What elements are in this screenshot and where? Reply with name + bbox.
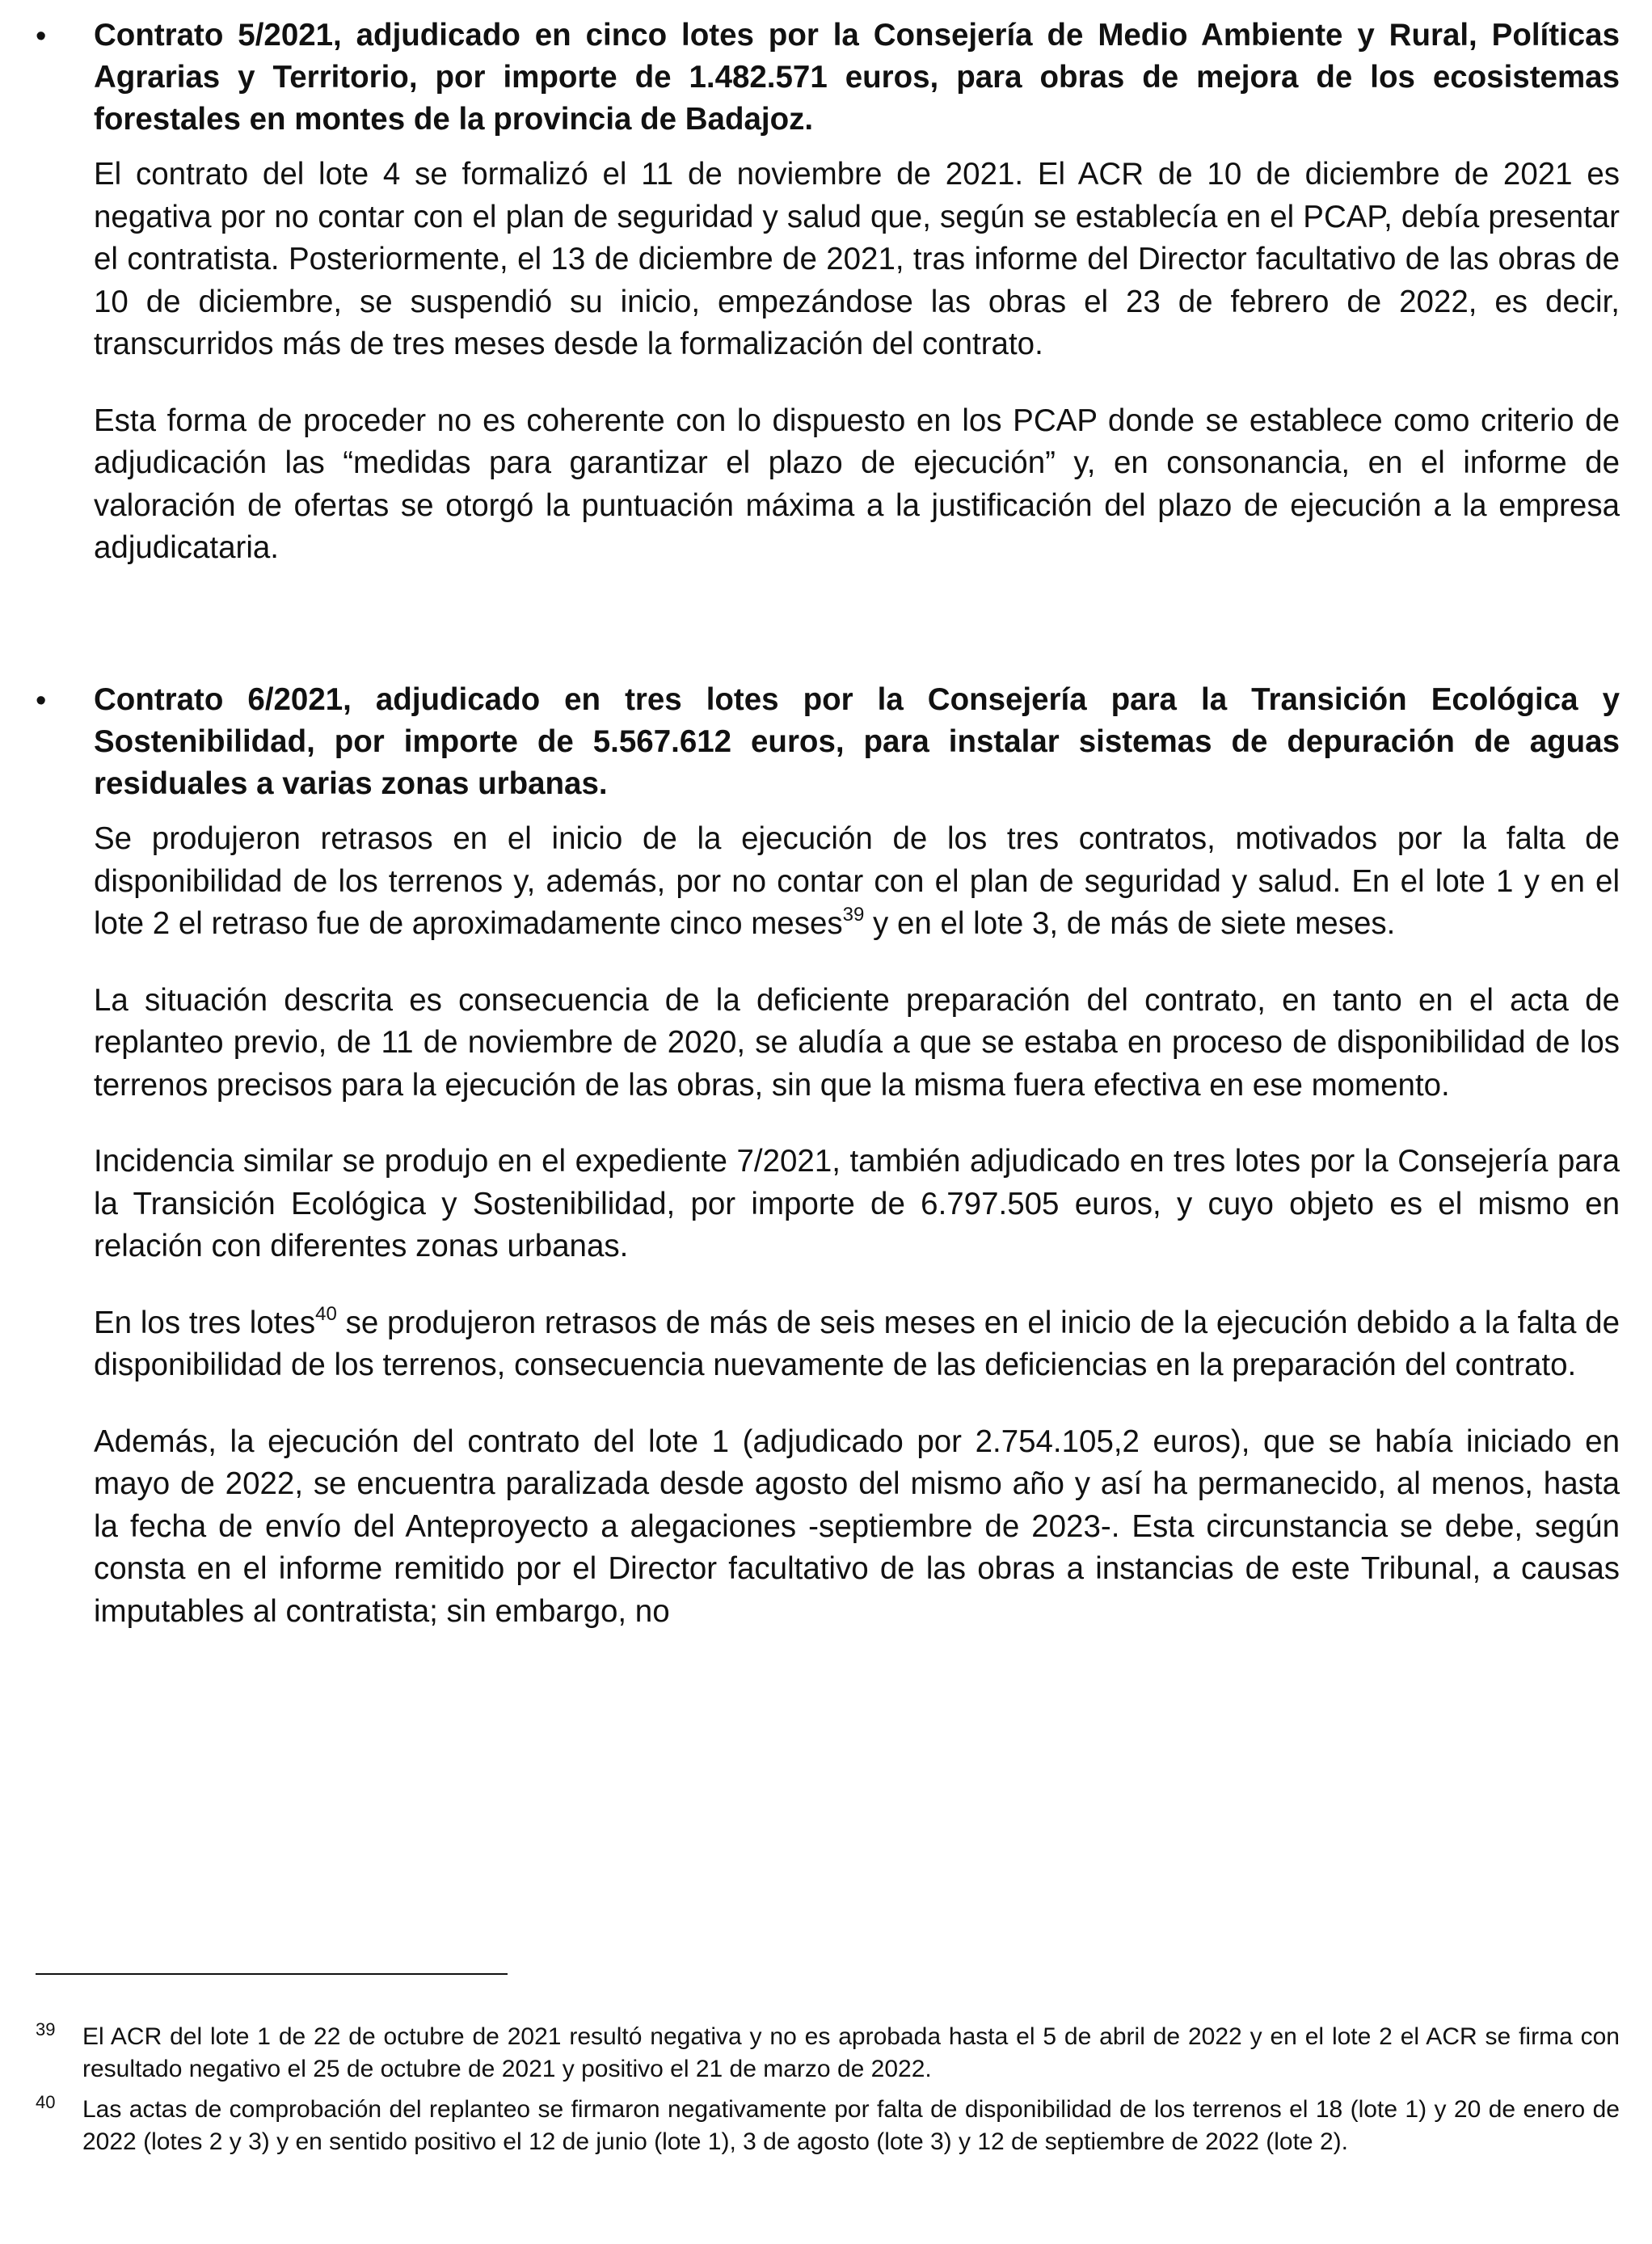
paragraph: Incidencia similar se produjo en el expediente 7/2021, también adjudicado en tres lotes por la Consejería para la Transición Ecológica y Sostenibilidad, por importe de 6.797.505 euros, y cuyo objeto es el mismo en relación con diferentes zonas urbanas. — [94, 1144, 1620, 1263]
footnote-ref-39[interactable]: 39 — [842, 904, 865, 926]
bullet-marker: • — [36, 684, 47, 718]
footnote-number: 40 — [36, 2092, 56, 2112]
footnote-separator — [36, 1973, 508, 1975]
paragraph-text: se produjeron retrasos de más de seis meses en el inicio de la ejecución debido a la falta de disponibilidad de los terrenos, consecuencia nuevamente de las deficiencias en la preparación del contrato. — [94, 1305, 1620, 1382]
bullet-item-body — [94, 15, 1620, 570]
paragraph-text: Se produjeron retrasos en el inicio de la ejecución de los tres contratos, motivados por la falta de disponibilidad de los terrenos y, además, por no contar con el plan de seguridad y salud. En el lote 1 y en el lote 2 el retraso fue de aproximadamente cinco meses — [94, 821, 1620, 941]
paragraph: La situación descrita es consecuencia de la deficiente preparación del contrato, en tanto en el acta de replanteo previo, de 11 de noviembre de 2020, se aludía a que se estaba en proceso de disponibilidad de los terrenos precisos para la ejecución de las obras, sin que la misma fuera efectiva en ese momento. — [94, 982, 1620, 1103]
paragraph — [94, 1302, 1620, 1387]
paragraph: El contrato del lote 4 se formalizó el 11 de noviembre de 2021. El ACR de 10 de diciembre de 2021 es negativa por no contar con el plan de seguridad y salud que, según se establecía en el PCAP, debía presentar el contratista. Posteriormente, el 13 de diciembre de 2021, tras informe del Director facultativo de las obras de 10 de diciembre, se suspendió su inicio, empezándose las obras el 23 de febrero de 2022, es decir, transcurridos más de tres meses desde la formalización del contrato. — [94, 157, 1620, 361]
footnote-number: 39 — [36, 2019, 56, 2039]
footnote-text: El ACR del lote 1 de 22 de octubre de 2021 resultó negativa y no es aprobada hasta el 5 de abril de 2022 y en el lote 2 el ACR se firma con resultado negativo el 25 de octubre de 2021 y positivo el 21 de marzo de 2022. — [82, 2023, 1620, 2082]
bullet-item-body — [94, 679, 1620, 1633]
paragraph — [94, 818, 1620, 946]
footnote-ref-40[interactable]: 40 — [315, 1302, 337, 1325]
paragraph-text: y en el lote 3, de más de siete meses. — [864, 906, 1396, 941]
item-heading: Contrato 6/2021, adjudicado en tres lotes por la Consejería para la Transición Ecológica y Sostenibilidad, por importe de 5.567.612 euros, para instalar sistemas de depuración de aguas residuales a varias zonas urbanas. — [94, 682, 1620, 801]
item-heading: Contrato 5/2021, adjudicado en cinco lotes por la Consejería de Medio Ambiente y Rural, Políticas Agrarias y Territorio, por importe de 1.482.571 euros, para obras de mejora de los ecosistemas forestales en montes de la provincia de Badajoz. — [94, 18, 1620, 137]
paragraph: Esta forma de proceder no es coherente con lo dispuesto en los PCAP donde se establece como criterio de adjudicación las “medidas para garantizar el plazo de ejecución” y, en consonancia, en el informe de valoración de ofertas se otorgó la puntuación máxima a la justificación del plazo de ejecución a la empresa adjudicataria. — [94, 403, 1620, 565]
paragraph-text: En los tres lotes — [94, 1305, 316, 1340]
paragraph: Además, la ejecución del contrato del lote 1 (adjudicado por 2.754.105,2 euros), que se había iniciado en mayo de 2022, se encuentra paralizada desde agosto del mismo año y así ha permanecido, al menos, hasta la fecha de envío del Anteproyecto a alegaciones -septiembre de 2023-. Esta circunstancia se debe, según consta en el informe remitido por el Director facultativo de las obras a instancias de este Tribunal, a causas imputables al contratista; sin embargo, no — [94, 1424, 1620, 1629]
footnote-text: Las actas de comprobación del replanteo se firmaron negativamente por falta de disponibilidad de los terrenos el 18 (lote 1) y 20 de enero de 2022 (lotes 2 y 3) y en sentido positivo el 12 de junio (lote 1), 3 de agosto (lote 3) y 12 de septiembre de 2022 (lote 2). — [82, 2096, 1620, 2155]
bullet-marker: • — [36, 19, 47, 53]
